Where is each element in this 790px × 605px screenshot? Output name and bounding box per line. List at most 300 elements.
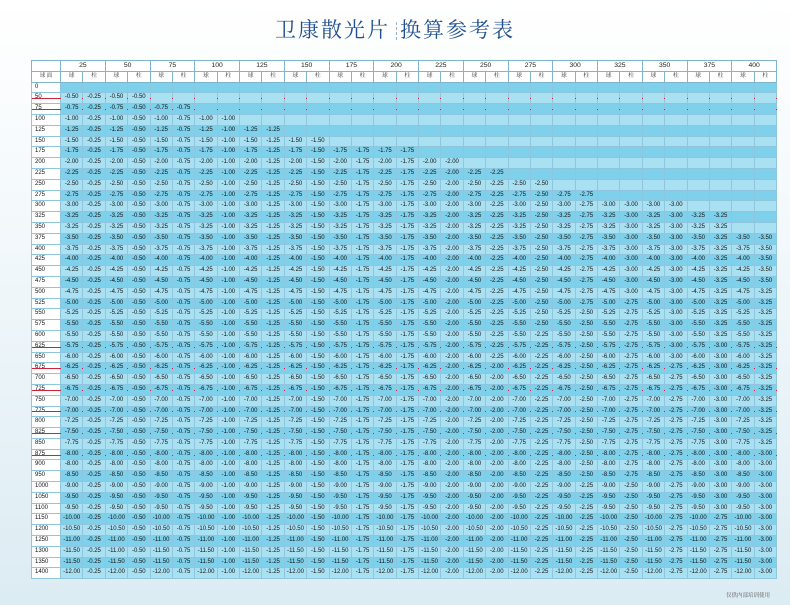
table-row [32,298,777,309]
cell-sphere-value: -2.50 [508,179,530,190]
cell-empty [284,125,306,136]
row-sphere-label: 525 [32,298,61,309]
cell-cylinder-value: -2.00 [441,514,463,525]
cell-sphere-value: -3.00 [463,201,485,212]
cell-empty [307,104,329,115]
cell-cylinder-value: -1.00 [217,384,239,395]
cell-sphere-value: -1.00 [195,114,217,125]
cell-empty [351,136,373,147]
row-sphere-label: 475 [32,276,61,287]
header-sub-cyl: 柱 [351,71,373,82]
cell-sphere-value: -5.50 [553,330,575,341]
cell-sphere-value: -6.25 [598,363,620,374]
cell-sphere-value: -7.25 [419,417,441,428]
cell-cylinder-value: -1.50 [307,168,329,179]
cell-sphere-value: -8.00 [463,460,485,471]
cell-cylinder-value: -2.75 [665,546,687,557]
cell-cylinder-value: -3.25 [754,406,776,417]
cell-sphere-value: -8.00 [553,460,575,471]
cell-cylinder-value: -1.75 [351,233,373,244]
cell-cylinder-value: -0.50 [128,460,150,471]
cell-cylinder-value: -2.25 [486,266,508,277]
cell-sphere-value: -4.50 [284,276,306,287]
cell-cylinder-value: -1.75 [351,546,373,557]
cell-cylinder-value: -1.25 [262,449,284,460]
cell-empty [732,125,754,136]
cell-cylinder-value: -0.25 [83,212,105,223]
cell-cylinder-value: -2.00 [441,309,463,320]
cell-cylinder-value: -1.75 [396,244,418,255]
table-row [32,276,777,287]
cell-cylinder-value: -0.50 [128,179,150,190]
cell-sphere-value: -7.75 [463,438,485,449]
cell-sphere-value: -4.50 [329,276,351,287]
header-cylinder-200: 200 [374,61,419,72]
cell-sphere-value: -11.50 [240,557,262,568]
cell-sphere-value: -6.00 [329,352,351,363]
cell-empty [553,147,575,158]
row-sphere-label: 550 [32,309,61,320]
cell-sphere-value: -3.25 [240,222,262,233]
cell-sphere-value: -5.50 [508,320,530,331]
row-sphere-label: 275 [32,190,61,201]
cell-cylinder-value: -0.25 [83,201,105,212]
cell-cylinder-value: -1.25 [262,363,284,374]
cell-sphere-value: -3.50 [687,233,709,244]
table-row [32,136,777,147]
cell-empty [620,114,642,125]
cell-cylinder-value: -1.00 [217,298,239,309]
row-sphere-label: 650 [32,352,61,363]
cell-cylinder-value: -1.50 [307,406,329,417]
cell-sphere-value: -12.00 [553,568,575,579]
cell-empty [620,93,642,104]
table-row [32,179,777,190]
cell-cylinder-value: -3.00 [709,428,731,439]
cell-sphere-value: -8.00 [374,449,396,460]
cell-empty [329,93,351,104]
cell-sphere-value: -4.75 [240,287,262,298]
cell-sphere-value: -4.50 [61,276,83,287]
cell-empty [575,93,597,104]
cell-sphere-value: -7.50 [329,428,351,439]
cell-sphere-value: -3.25 [598,222,620,233]
cell-cylinder-value: -2.75 [620,406,642,417]
cell-cylinder-value: -2.00 [441,352,463,363]
cell-cylinder-value: -2.00 [486,384,508,395]
cell-empty [732,114,754,125]
header-sub-cyl: 柱 [262,71,284,82]
cell-sphere-value: -6.25 [374,363,396,374]
cell-cylinder-value: -0.50 [128,244,150,255]
cell-cylinder-value: -2.75 [709,557,731,568]
cell-sphere-value: -6.50 [508,374,530,385]
cell-sphere-value: -11.50 [687,557,709,568]
cell-sphere-value: -9.00 [419,482,441,493]
cell-sphere-value: -3.25 [687,222,709,233]
cell-cylinder-value: -1.50 [307,233,329,244]
cell-cylinder-value: -3.50 [754,276,776,287]
cell-cylinder-value: -2.00 [441,557,463,568]
cell-cylinder-value: -3.00 [709,384,731,395]
cell-cylinder-value: -1.00 [217,557,239,568]
cell-sphere-value: -2.75 [419,190,441,201]
cell-sphere-value: -12.00 [374,568,396,579]
cell-empty [195,82,217,93]
cell-sphere-value: -3.25 [329,222,351,233]
cell-sphere-value: -2.25 [105,168,127,179]
cell-cylinder-value: -2.00 [441,363,463,374]
cell-sphere-value: -12.00 [150,568,172,579]
cell-cylinder-value: -0.25 [83,158,105,169]
cell-cylinder-value: -3.00 [754,471,776,482]
cell-sphere-value: -0.75 [105,104,127,115]
cell-sphere-value: -5.75 [240,341,262,352]
cell-sphere-value: -6.25 [284,363,306,374]
cell-sphere-value: -5.50 [508,330,530,341]
cell-cylinder-value: -0.50 [128,546,150,557]
cell-cylinder-value: -3.00 [620,244,642,255]
cell-cylinder-value: -0.25 [83,438,105,449]
cell-cylinder-value: -2.00 [486,395,508,406]
cell-cylinder-value: -2.50 [575,374,597,385]
cell-sphere-value: -10.50 [240,525,262,536]
cell-cylinder-value: -1.75 [396,341,418,352]
cell-cylinder-value: -2.50 [620,514,642,525]
cell-cylinder-value: -1.75 [351,168,373,179]
cell-empty [441,147,463,158]
cell-sphere-value: -11.00 [105,536,127,547]
cell-cylinder-value: -2.50 [620,525,642,536]
cell-sphere-value: -5.25 [284,309,306,320]
cell-cylinder-value: -2.00 [486,460,508,471]
row-sphere-label: 450 [32,266,61,277]
cell-cylinder-value: -2.75 [620,298,642,309]
cell-sphere-value: -3.25 [642,212,664,223]
cell-cylinder-value: -0.25 [83,352,105,363]
cell-cylinder-value: -1.75 [351,471,373,482]
table-body [32,82,777,579]
cell-sphere-value: -6.00 [553,352,575,363]
cell-sphere-value: -12.00 [732,568,754,579]
cell-sphere-value: -3.25 [105,222,127,233]
cell-cylinder-value: -0.25 [83,179,105,190]
cell-sphere-value: -10.50 [284,525,306,536]
cell-empty [419,125,441,136]
cell-sphere-value: -6.00 [732,352,754,363]
cell-sphere-value: -5.00 [61,298,83,309]
cell-cylinder-value: -1.75 [396,557,418,568]
cell-empty [262,114,284,125]
cell-cylinder-value: -2.75 [620,460,642,471]
cell-cylinder-value: -2.25 [575,503,597,514]
cell-sphere-value: -1.50 [284,136,306,147]
cell-sphere-value: -2.75 [150,190,172,201]
cell-cylinder-value: -1.50 [307,525,329,536]
header-sub-sph: 球 [508,71,530,82]
cell-cylinder-value: -1.75 [396,287,418,298]
cell-cylinder-value: -1.75 [351,298,373,309]
cell-cylinder-value: -2.00 [441,460,463,471]
cell-cylinder-value: -2.50 [575,471,597,482]
cell-cylinder-value: -0.50 [128,395,150,406]
cell-cylinder-value: -2.00 [486,514,508,525]
cell-cylinder-value: -2.25 [486,330,508,341]
cell-cylinder-value: -1.50 [307,384,329,395]
table-row [32,568,777,579]
cell-sphere-value: -7.25 [195,417,217,428]
cell-sphere-value: -4.75 [642,287,664,298]
cell-sphere-value: -5.75 [284,341,306,352]
cell-sphere-value: -6.50 [105,374,127,385]
cell-cylinder-value: -1.75 [351,222,373,233]
cell-sphere-value: -5.50 [105,320,127,331]
cell-empty [284,82,306,93]
cell-cylinder-value: -1.25 [262,136,284,147]
cell-sphere-value: -6.25 [419,363,441,374]
cell-empty [553,125,575,136]
cell-sphere-value: -5.50 [687,330,709,341]
cell-sphere-value: -3.00 [553,201,575,212]
cell-cylinder-value: -0.50 [128,417,150,428]
cell-sphere-value: -9.50 [284,492,306,503]
table-row [32,384,777,395]
cell-sphere-value: -7.00 [508,395,530,406]
cell-sphere-value: -5.00 [195,298,217,309]
cell-cylinder-value: -1.50 [307,546,329,557]
cell-sphere-value: -8.00 [642,460,664,471]
cell-cylinder-value: -1.75 [396,395,418,406]
cell-sphere-value: -4.00 [61,255,83,266]
header-sub-cyl: 柱 [530,71,552,82]
cell-sphere-value: -5.50 [61,320,83,331]
cell-cylinder-value: -1.00 [217,255,239,266]
cell-empty [665,125,687,136]
cell-sphere-value: -3.75 [553,244,575,255]
cell-sphere-value: -5.75 [105,341,127,352]
cell-sphere-value: -2.00 [419,158,441,169]
cell-sphere-value: -2.75 [61,190,83,201]
cell-cylinder-value: -0.25 [83,395,105,406]
cell-sphere-value: -7.50 [553,428,575,439]
header-row-sub [32,71,777,82]
cell-cylinder-value: -2.50 [620,546,642,557]
cell-sphere-value: -12.00 [508,568,530,579]
cell-sphere-value: -3.25 [195,212,217,223]
cell-cylinder-value: -2.25 [486,276,508,287]
cell-empty [687,82,709,93]
cell-sphere-value: -2.00 [284,158,306,169]
cell-sphere-value: -11.00 [508,536,530,547]
cell-sphere-value: -12.00 [284,568,306,579]
cell-sphere-value: -2.50 [105,179,127,190]
cell-cylinder-value: -1.75 [396,514,418,525]
cell-sphere-value: -1.75 [195,147,217,158]
cell-sphere-value: -1.75 [374,147,396,158]
cell-cylinder-value: -2.25 [530,363,552,374]
cell-empty [374,125,396,136]
cell-empty [598,82,620,93]
cell-sphere-value: -8.00 [732,460,754,471]
cell-sphere-value: -4.50 [105,276,127,287]
cell-cylinder-value: -1.25 [262,276,284,287]
cell-sphere-value: -3.25 [553,222,575,233]
cell-sphere-value: -9.00 [105,482,127,493]
cell-cylinder-value: -2.75 [575,222,597,233]
cell-sphere-value: -9.00 [240,482,262,493]
cell-cylinder-value: -1.25 [262,320,284,331]
cell-sphere-value: -3.75 [419,244,441,255]
cell-sphere-value: -8.00 [329,449,351,460]
cell-sphere-value: -8.00 [508,460,530,471]
cell-cylinder-value: -1.25 [262,471,284,482]
cell-cylinder-value: -1.75 [396,190,418,201]
cell-cylinder-value: -0.50 [128,482,150,493]
cell-cylinder-value: -2.25 [530,341,552,352]
cell-cylinder-value: -1.25 [262,352,284,363]
cell-sphere-value: -8.00 [463,449,485,460]
cell-sphere-value: -2.25 [329,168,351,179]
cell-sphere-value: -4.50 [419,276,441,287]
cell-cylinder-value: -2.75 [575,287,597,298]
cell-cylinder-value: -2.75 [709,525,731,536]
cell-cylinder-value: -1.00 [217,320,239,331]
header-sub-cyl: 柱 [754,71,776,82]
cell-sphere-value: -10.00 [463,514,485,525]
cell-sphere-value: -5.50 [463,320,485,331]
cell-cylinder-value: -2.25 [486,212,508,223]
cell-sphere-value: -4.75 [105,287,127,298]
cell-cylinder-value: -3.00 [709,503,731,514]
cell-sphere-value: -6.50 [374,374,396,385]
cell-cylinder-value: -0.50 [128,104,150,115]
cell-cylinder-value: -0.25 [83,330,105,341]
cell-cylinder-value: -2.50 [530,244,552,255]
cell-empty [419,104,441,115]
row-sphere-label: 1150 [32,514,61,525]
cell-cylinder-value: -1.50 [307,557,329,568]
cell-cylinder-value: -0.25 [83,460,105,471]
header-sub-sph: 球 [732,71,754,82]
cell-cylinder-value: -0.75 [172,460,194,471]
cell-cylinder-value: -0.25 [83,276,105,287]
cell-cylinder-value: -1.75 [351,212,373,223]
cell-sphere-value: -6.50 [553,374,575,385]
cell-empty [240,104,262,115]
cell-sphere-value: -0.75 [61,104,83,115]
cell-cylinder-value: -0.75 [172,492,194,503]
cell-cylinder-value: -1.25 [262,179,284,190]
cell-sphere-value: -11.50 [195,557,217,568]
title-subject: 换算参考表 [400,19,515,42]
cell-sphere-value: -2.75 [284,190,306,201]
cell-sphere-value: -5.50 [732,320,754,331]
cell-sphere-value: -5.50 [284,320,306,331]
cell-cylinder-value: -2.25 [530,568,552,579]
cell-sphere-value: -3.50 [374,233,396,244]
cell-sphere-value: -9.50 [195,492,217,503]
table-row [32,266,777,277]
cell-sphere-value: -4.00 [195,255,217,266]
cell-sphere-value: -6.75 [419,384,441,395]
cell-empty [575,82,597,93]
cell-sphere-value: -7.00 [284,406,306,417]
conversion-table [31,60,777,579]
cell-cylinder-value: -2.75 [665,525,687,536]
cell-cylinder-value: -1.75 [396,460,418,471]
cell-cylinder-value: -2.75 [575,190,597,201]
cell-cylinder-value: -1.75 [396,492,418,503]
cell-sphere-value: -10.50 [329,525,351,536]
cell-empty [307,82,329,93]
conversion-table-container [31,60,776,579]
cell-sphere-value: -9.00 [195,482,217,493]
row-sphere-label [32,428,61,439]
cell-cylinder-value: -0.75 [172,244,194,255]
cell-cylinder-value: -3.00 [754,482,776,493]
cell-sphere-value: -10.00 [150,514,172,525]
cell-sphere-value: -5.50 [419,330,441,341]
cell-sphere-value: -6.75 [598,384,620,395]
cell-sphere-value: -7.25 [240,417,262,428]
cell-cylinder-value: -1.00 [217,114,239,125]
cell-cylinder-value: -3.00 [754,460,776,471]
cell-sphere-value: -2.25 [419,168,441,179]
cell-sphere-value: -5.25 [329,309,351,320]
row-sphere-label: 900 [32,460,61,471]
cell-cylinder-value: -3.00 [665,201,687,212]
cell-sphere-value: -8.00 [419,449,441,460]
cell-sphere-value: -6.50 [195,374,217,385]
cell-empty [575,104,597,115]
cell-cylinder-value: -1.25 [262,287,284,298]
cell-cylinder-value: -2.00 [441,406,463,417]
cell-sphere-value: -4.75 [61,287,83,298]
cell-empty [709,114,731,125]
cell-sphere-value: -9.50 [284,503,306,514]
cell-cylinder-value: -3.00 [709,374,731,385]
cell-cylinder-value: -3.00 [709,363,731,374]
cell-sphere-value: -5.25 [150,309,172,320]
cell-sphere-value: -3.25 [419,222,441,233]
cell-cylinder-value: -2.25 [530,438,552,449]
cell-cylinder-value: -1.00 [217,276,239,287]
cell-cylinder-value: -1.75 [396,546,418,557]
cell-sphere-value: -9.50 [553,492,575,503]
cell-empty [754,179,776,190]
cell-sphere-value: -9.50 [195,503,217,514]
cell-sphere-value: -5.50 [329,330,351,341]
cell-empty [732,212,754,223]
cell-sphere-value: -3.00 [105,201,127,212]
cell-cylinder-value: -0.50 [128,136,150,147]
cell-cylinder-value: -1.00 [217,287,239,298]
cell-sphere-value: -3.75 [687,244,709,255]
row-sphere-label: 950 [32,471,61,482]
cell-sphere-value: -4.25 [642,266,664,277]
cell-sphere-value: -3.00 [329,201,351,212]
cell-sphere-value: -8.00 [105,460,127,471]
row-sphere-label: 325 [32,212,61,223]
cell-cylinder-value: -2.50 [530,233,552,244]
cell-cylinder-value: -2.00 [441,546,463,557]
cell-sphere-value: -9.50 [732,492,754,503]
cell-cylinder-value: -2.75 [575,276,597,287]
cell-empty [553,158,575,169]
cell-cylinder-value: -3.00 [620,201,642,212]
cell-cylinder-value: -2.25 [575,568,597,579]
cell-sphere-value: -5.50 [598,320,620,331]
